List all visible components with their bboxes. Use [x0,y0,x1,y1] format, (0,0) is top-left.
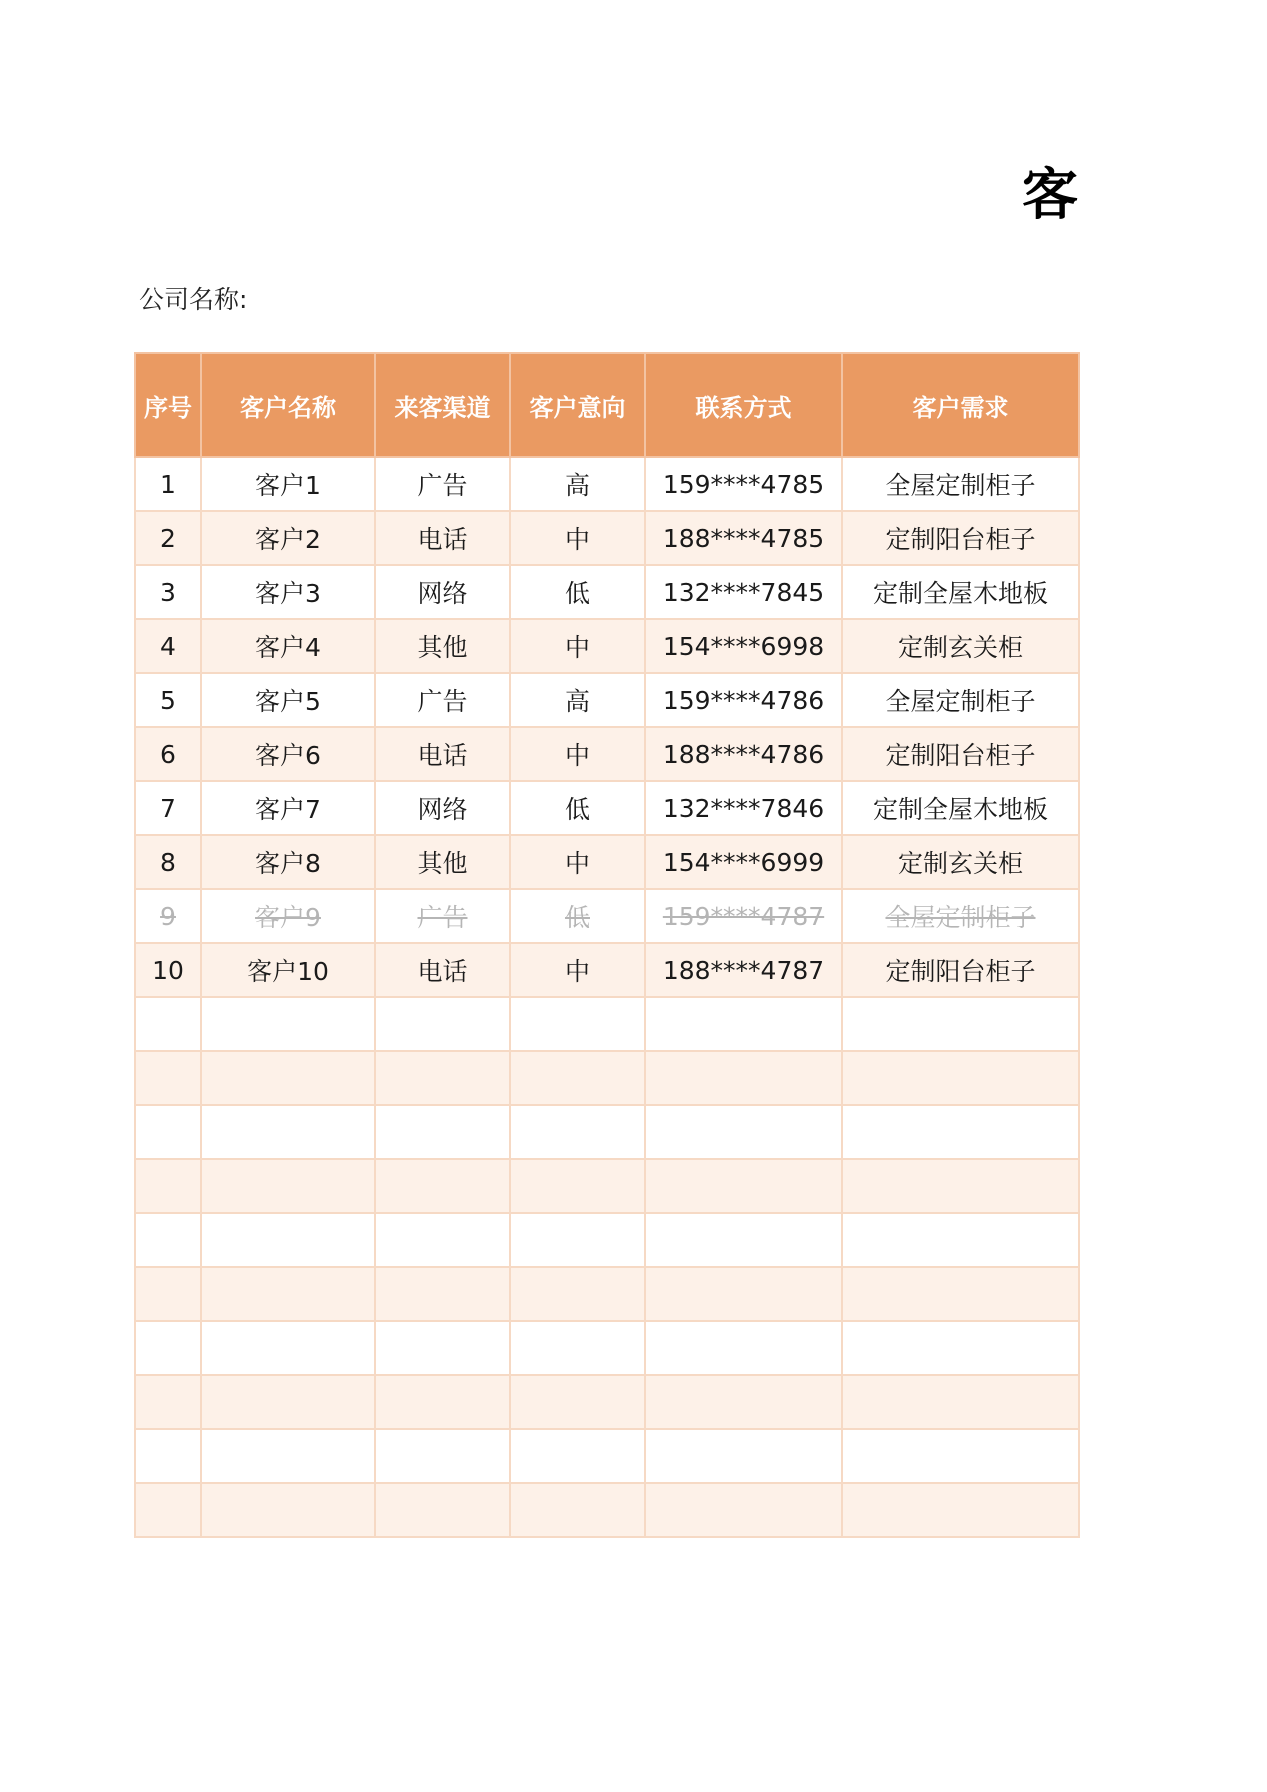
cell-customer-name[interactable]: 客户8 [201,835,375,889]
cell-intention[interactable]: 低 [510,781,645,835]
header-index: 序号 [135,353,201,457]
cell-customer-name[interactable] [201,1321,375,1375]
table-row [135,1051,1079,1105]
cell-contact[interactable] [645,1105,842,1159]
cell-customer-name[interactable] [201,997,375,1051]
cell-index[interactable] [135,1051,201,1105]
cell-contact[interactable] [645,1213,842,1267]
table-row [135,1267,1079,1321]
cell-index[interactable] [135,997,201,1051]
cell-requirement[interactable]: 定制阳台柜子 [842,943,1079,997]
cell-index[interactable] [135,1267,201,1321]
cell-index[interactable] [135,1159,201,1213]
cell-channel[interactable]: 广告 [375,457,510,511]
header-intention: 客户意向 [510,353,645,457]
cell-contact[interactable] [645,1483,842,1537]
cell-intention[interactable] [510,1159,645,1213]
cell-intention[interactable]: 中 [510,835,645,889]
table-row [135,1375,1079,1429]
customer-table [134,352,1080,1538]
page-title: 客 [1022,163,1078,228]
cell-channel[interactable] [375,1375,510,1429]
cell-index[interactable]: 2 [135,511,201,565]
cell-channel[interactable]: 其他 [375,619,510,673]
header-requirement: 客户需求 [842,353,1079,457]
cell-channel[interactable] [375,1429,510,1483]
cell-intention[interactable]: 低 [510,889,645,943]
cell-requirement[interactable]: 定制全屋木地板 [842,781,1079,835]
cell-channel[interactable]: 广告 [375,889,510,943]
cell-contact[interactable]: 132****7845 [645,565,842,619]
cell-index[interactable]: 5 [135,673,201,727]
cell-channel[interactable] [375,1105,510,1159]
cell-index[interactable] [135,1105,201,1159]
cell-requirement[interactable] [842,1159,1079,1213]
cell-customer-name[interactable]: 客户4 [201,619,375,673]
cell-contact[interactable]: 188****4785 [645,511,842,565]
cell-contact[interactable] [645,1321,842,1375]
cell-customer-name[interactable]: 客户5 [201,673,375,727]
cell-channel[interactable]: 电话 [375,727,510,781]
cell-intention[interactable]: 高 [510,673,645,727]
table-row [135,835,1079,889]
table-row [135,673,1079,727]
cell-requirement[interactable]: 定制玄关柜 [842,619,1079,673]
cell-requirement[interactable] [842,1429,1079,1483]
cell-customer-name[interactable]: 客户2 [201,511,375,565]
cell-channel[interactable]: 电话 [375,943,510,997]
cell-channel[interactable] [375,1051,510,1105]
table-row [135,457,1079,511]
table-row [135,1159,1079,1213]
cell-channel[interactable]: 其他 [375,835,510,889]
table-row [135,511,1079,565]
cell-intention[interactable] [510,1105,645,1159]
cell-contact[interactable] [645,1429,842,1483]
cell-customer-name[interactable] [201,1213,375,1267]
cell-intention[interactable]: 中 [510,619,645,673]
cell-channel[interactable]: 电话 [375,511,510,565]
cell-requirement[interactable] [842,1267,1079,1321]
table-row [135,1321,1079,1375]
cell-requirement[interactable]: 定制阳台柜子 [842,727,1079,781]
cell-index[interactable]: 9 [135,889,201,943]
cell-channel[interactable]: 广告 [375,673,510,727]
cell-index[interactable] [135,1375,201,1429]
header-customer-name: 客户名称 [201,353,375,457]
company-name-label: 公司名称: [139,285,248,314]
cell-index[interactable]: 7 [135,781,201,835]
cell-requirement[interactable]: 全屋定制柜子 [842,889,1079,943]
table-row [135,1213,1079,1267]
cell-index[interactable]: 1 [135,457,201,511]
table-row [135,1429,1079,1483]
cell-requirement[interactable]: 全屋定制柜子 [842,457,1079,511]
table-row [135,727,1079,781]
cell-contact[interactable]: 154****6998 [645,619,842,673]
cell-requirement[interactable] [842,997,1079,1051]
cell-contact[interactable] [645,1267,842,1321]
table-row [135,1483,1079,1537]
cell-contact[interactable]: 159****4786 [645,673,842,727]
cell-intention[interactable] [510,1267,645,1321]
cell-index[interactable] [135,1321,201,1375]
cell-channel[interactable] [375,1267,510,1321]
cell-channel[interactable] [375,1483,510,1537]
cell-contact[interactable]: 188****4786 [645,727,842,781]
cell-customer-name[interactable] [201,1483,375,1537]
header-channel: 来客渠道 [375,353,510,457]
cell-requirement[interactable] [842,1105,1079,1159]
cell-index[interactable]: 10 [135,943,201,997]
cell-requirement[interactable]: 定制阳台柜子 [842,511,1079,565]
cell-contact[interactable] [645,997,842,1051]
cell-customer-name[interactable]: 客户6 [201,727,375,781]
table-row [135,1105,1079,1159]
cell-contact[interactable] [645,1375,842,1429]
cell-intention[interactable] [510,1429,645,1483]
cell-intention[interactable]: 高 [510,457,645,511]
cell-contact[interactable]: 154****6999 [645,835,842,889]
cell-requirement[interactable] [842,1483,1079,1537]
cell-requirement[interactable]: 定制全屋木地板 [842,565,1079,619]
header-contact: 联系方式 [645,353,842,457]
cell-intention[interactable] [510,1321,645,1375]
table-body [135,457,1079,1537]
cell-intention[interactable] [510,997,645,1051]
cell-requirement[interactable] [842,1321,1079,1375]
cell-intention[interactable]: 中 [510,511,645,565]
table-row [135,565,1079,619]
cell-intention[interactable] [510,1051,645,1105]
cell-customer-name[interactable]: 客户1 [201,457,375,511]
cell-contact[interactable] [645,1159,842,1213]
table-row [135,943,1079,997]
cell-customer-name[interactable]: 客户9 [201,889,375,943]
cell-contact[interactable] [645,1051,842,1105]
cell-intention[interactable]: 中 [510,727,645,781]
table-row [135,781,1079,835]
cell-contact[interactable]: 159****4787 [645,889,842,943]
cell-intention[interactable] [510,1483,645,1537]
cell-customer-name[interactable]: 客户10 [201,943,375,997]
cell-index[interactable]: 4 [135,619,201,673]
cell-channel[interactable] [375,1213,510,1267]
cell-channel[interactable]: 网络 [375,565,510,619]
cell-channel[interactable] [375,1159,510,1213]
table-row [135,619,1079,673]
cell-requirement[interactable]: 全屋定制柜子 [842,673,1079,727]
cell-intention[interactable] [510,1213,645,1267]
cell-intention[interactable] [510,1375,645,1429]
cell-contact[interactable]: 132****7846 [645,781,842,835]
cell-customer-name[interactable]: 客户3 [201,565,375,619]
cell-index[interactable]: 3 [135,565,201,619]
cell-intention[interactable]: 低 [510,565,645,619]
cell-contact[interactable]: 188****4787 [645,943,842,997]
cell-customer-name[interactable] [201,1429,375,1483]
cell-channel[interactable] [375,997,510,1051]
table-header-row [135,353,1079,457]
cell-requirement[interactable] [842,1213,1079,1267]
cell-customer-name[interactable] [201,1159,375,1213]
cell-index[interactable] [135,1429,201,1483]
table-row [135,889,1079,943]
cell-customer-name[interactable] [201,1375,375,1429]
cell-requirement[interactable] [842,1375,1079,1429]
cell-customer-name[interactable] [201,1267,375,1321]
cell-requirement[interactable] [842,1051,1079,1105]
cell-customer-name[interactable] [201,1051,375,1105]
table-row [135,997,1079,1051]
cell-index[interactable] [135,1483,201,1537]
cell-channel[interactable] [375,1321,510,1375]
cell-channel[interactable]: 网络 [375,781,510,835]
cell-index[interactable]: 8 [135,835,201,889]
cell-index[interactable]: 6 [135,727,201,781]
cell-customer-name[interactable]: 客户7 [201,781,375,835]
cell-intention[interactable]: 中 [510,943,645,997]
cell-contact[interactable]: 159****4785 [645,457,842,511]
cell-requirement[interactable]: 定制玄关柜 [842,835,1079,889]
cell-customer-name[interactable] [201,1105,375,1159]
cell-index[interactable] [135,1213,201,1267]
